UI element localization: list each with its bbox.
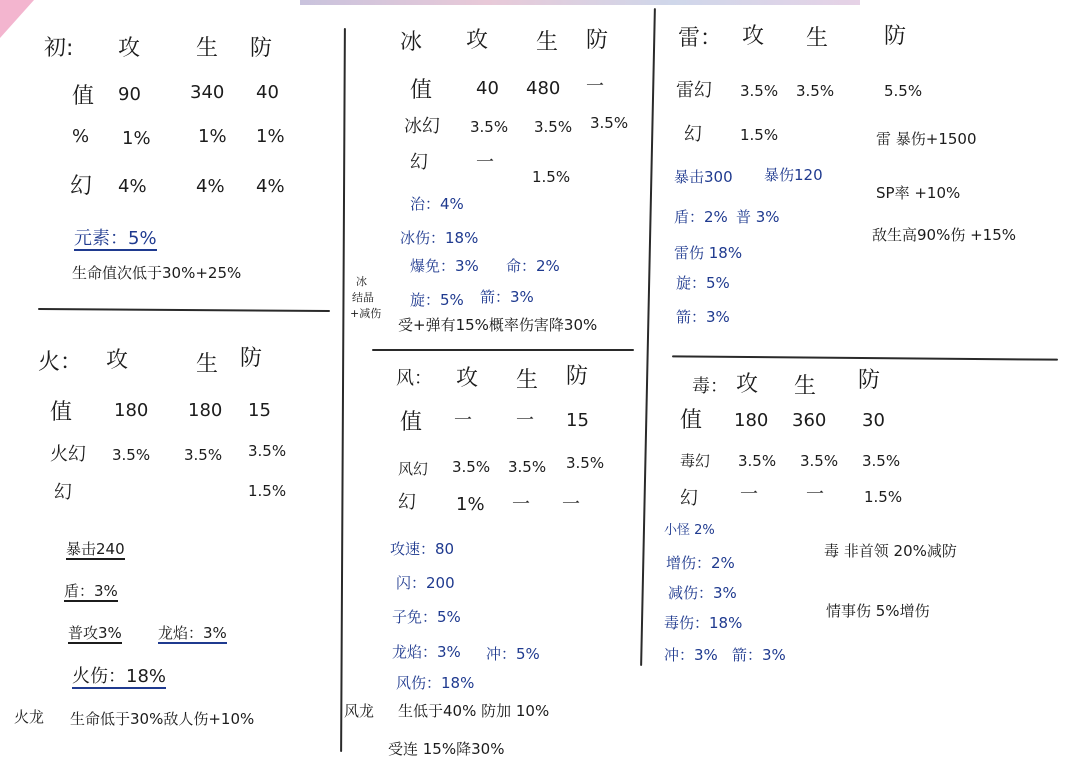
s6-row3-defense: 1.5% [864,488,903,506]
s5-side-wind-dragon: 风龙 [344,702,375,720]
s2-row2-hp: 3.5% [534,118,573,136]
s2-heal: 治：4% [410,195,464,213]
s6-row1-defense: 30 [862,410,885,431]
divider-vertical-2 [640,8,656,666]
s3-header-attack: 攻 [742,24,765,49]
s6-minion: 小怪 2% [664,523,715,538]
s1-row1-attack: 90 [118,84,141,105]
s5-attack-speed: 攻速：80 [390,540,455,558]
s5-charge: 冲：5% [486,645,540,663]
s3-normal: 普 3% [736,208,780,226]
s4-row3-label: 幻 [54,482,72,503]
s2-row2-attack: 3.5% [470,118,509,136]
s1-row3-defense: 4% [256,176,285,197]
s3-header-hp: 生 [806,26,829,51]
s5-low-hp-defense-note: 生低于40% 防加 10% [398,702,550,720]
s5-row3-attack: 1% [456,494,485,515]
s5-row1-attack: 一 [454,410,472,431]
s4-row2-hp: 3.5% [184,446,223,464]
s6-poison-boss-note: 毒 非首领 20%减防 [824,542,957,560]
s3-crit: 暴击300 [674,168,733,186]
s6-row2-attack: 3.5% [738,452,777,470]
s6-affection-note: 情事伤 5%增伤 [826,602,930,620]
s3-high-hp-damage: 敌生高90%伤 +15% [872,226,1017,244]
s2-spin: 旋：5% [410,291,464,309]
s5-header-attack: 攻 [456,366,479,391]
s2-row3-attack: 一 [476,152,494,173]
s4-header-hp: 生 [196,352,219,377]
s2-side-reduce: +减伤 [350,307,382,320]
s1-header-hp: 生 [196,36,219,61]
s4-row2-attack: 3.5% [112,446,151,464]
s6-header-element: 毒： [692,376,728,397]
s5-header-hp: 生 [516,368,539,393]
s2-row1-label: 值 [410,78,433,103]
s4-shield: 盾：3% [64,582,118,600]
s2-row2-defense: 3.5% [590,114,629,132]
s4-row2-label: 火幻 [50,444,86,465]
s2-side-ice: 冰 [356,275,367,288]
s1-row3-label: 幻 [70,174,93,199]
s4-fire-damage: 火伤：18% [72,666,167,687]
s4-dragon-flame: 龙焰：3% [158,624,227,642]
s1-row2-label: % [72,126,90,147]
s1-row2-defense: 1% [256,126,285,147]
s5-header-defense: 防 [566,364,589,389]
s6-header-hp: 生 [794,374,817,399]
s5-row3-label: 幻 [398,492,416,513]
s5-row3-defense: 一 [562,494,580,515]
s6-arrow: 箭：3% [732,646,786,664]
s3-crit-damage: 暴伤120 [764,166,823,184]
s5-projectile-resist: 子免：5% [392,608,461,626]
s3-shield: 盾：2% [674,208,728,226]
s4-header-element: 火： [38,350,83,375]
s6-row2-defense: 3.5% [862,452,901,470]
s5-dragon-flame: 龙焰：3% [392,643,461,661]
s3-thunder-crit-damage: 雷 暴伤+1500 [876,130,977,148]
s3-header-element: 雷： [678,26,723,51]
s6-row3-hp: 一 [806,484,824,505]
s1-header-attack: 攻 [118,36,141,61]
s2-crit-resist: 爆免：3% [410,257,479,275]
s2-header-defense: 防 [586,28,609,53]
s1-row1-defense: 40 [256,82,279,103]
s6-charge: 冲：3% [664,646,718,664]
s1-row1-hp: 340 [190,82,225,103]
s4-row2-defense: 3.5% [248,442,287,460]
s3-row1-label: 雷幻 [676,80,712,101]
s2-projectile-note: 受+弹有15%概率伤害降30% [398,316,598,334]
s6-row1-attack: 180 [734,410,769,431]
s3-arrow: 箭：3% [676,308,730,326]
s5-row2-hp: 3.5% [508,458,547,476]
s2-hit: 命：2% [506,257,560,275]
s5-wind-damage: 风伤：18% [396,674,475,692]
s2-header-element: 冰 [400,30,423,55]
s3-row2-label: 幻 [684,124,702,145]
divider-left-horizontal [38,308,330,312]
s2-side-crystal: 结晶 [352,291,374,304]
s6-damage-boost: 增伤：2% [666,554,735,572]
top-color-band [300,0,860,5]
s5-header-element: 风： [396,368,432,389]
divider-right-horizontal [672,355,1058,360]
s2-row1-defense: 一 [586,76,604,97]
s4-row1-attack: 180 [114,400,149,421]
s4-header-attack: 攻 [106,348,129,373]
s4-row3-defense: 1.5% [248,482,287,500]
s6-poison-damage: 毒伤：18% [664,614,743,632]
s5-row1-defense: 15 [566,410,589,431]
s2-ice-damage: 冰伤：18% [400,229,479,247]
s2-arrow: 箭：3% [480,288,534,306]
s5-row3-hp: 一 [512,494,530,515]
s1-row2-attack: 1% [122,128,151,149]
s3-header-defense: 防 [884,24,907,49]
s5-row2-attack: 3.5% [452,458,491,476]
s6-damage-reduce: 减伤：3% [668,584,737,602]
s3-row1-defense: 5.5% [884,82,923,100]
s4-low-hp-enemy-note: 生命低于30%敌人伤+10% [70,710,255,728]
s2-row3-label: 幻 [410,152,428,173]
s5-row1-hp: 一 [516,410,534,431]
s6-row2-hp: 3.5% [800,452,839,470]
s4-header-defense: 防 [240,346,263,371]
s1-row3-hp: 4% [196,176,225,197]
s5-row1-label: 值 [400,410,423,435]
s3-row1-hp: 3.5% [796,82,835,100]
s6-row1-label: 值 [680,408,703,433]
s5-dodge: 闪：200 [396,574,455,592]
s6-header-defense: 防 [858,368,881,393]
s5-row2-defense: 3.5% [566,454,605,472]
s6-row3-attack: 一 [740,484,758,505]
s4-side-fire-dragon: 火龙 [14,708,45,726]
s3-spin: 旋：5% [676,274,730,292]
s6-header-attack: 攻 [736,372,759,397]
s1-header-defense: 防 [250,36,273,61]
s6-row2-label: 毒幻 [680,452,711,470]
s5-row2-label: 风幻 [398,460,429,478]
s4-row1-defense: 15 [248,400,271,421]
divider-middle-horizontal [372,349,634,351]
s4-row1-label: 值 [50,400,73,425]
s2-header-hp: 生 [536,30,559,55]
s1-low-hp-note: 生命值次低于30%+25% [72,264,242,282]
s3-sp-rate: SP率 +10% [876,184,961,202]
s2-header-attack: 攻 [466,28,489,53]
s6-row3-label: 幻 [680,488,698,509]
s2-row2-label: 冰幻 [404,116,440,137]
s5-combo-note: 受连 15%降30% [388,740,505,758]
s1-element-bonus: 元素：5% [74,228,157,249]
s4-row1-hp: 180 [188,400,223,421]
s2-row1-hp: 480 [526,78,561,99]
s3-row1-attack: 3.5% [740,82,779,100]
s3-row2-attack: 1.5% [740,126,779,144]
s2-row3-hp: 1.5% [532,168,571,186]
divider-vertical-1 [340,28,346,752]
s3-thunder-damage: 雷伤 18% [674,244,743,262]
s1-row1-label: 值 [72,84,95,109]
s6-row1-hp: 360 [792,410,827,431]
corner-mark [0,0,34,38]
s4-normal-attack: 普攻3% [68,624,122,642]
s1-header-element: 初: [44,36,74,61]
s2-row1-attack: 40 [476,78,499,99]
s4-crit: 暴击240 [66,540,125,558]
s1-row3-attack: 4% [118,176,147,197]
s1-row2-hp: 1% [198,126,227,147]
